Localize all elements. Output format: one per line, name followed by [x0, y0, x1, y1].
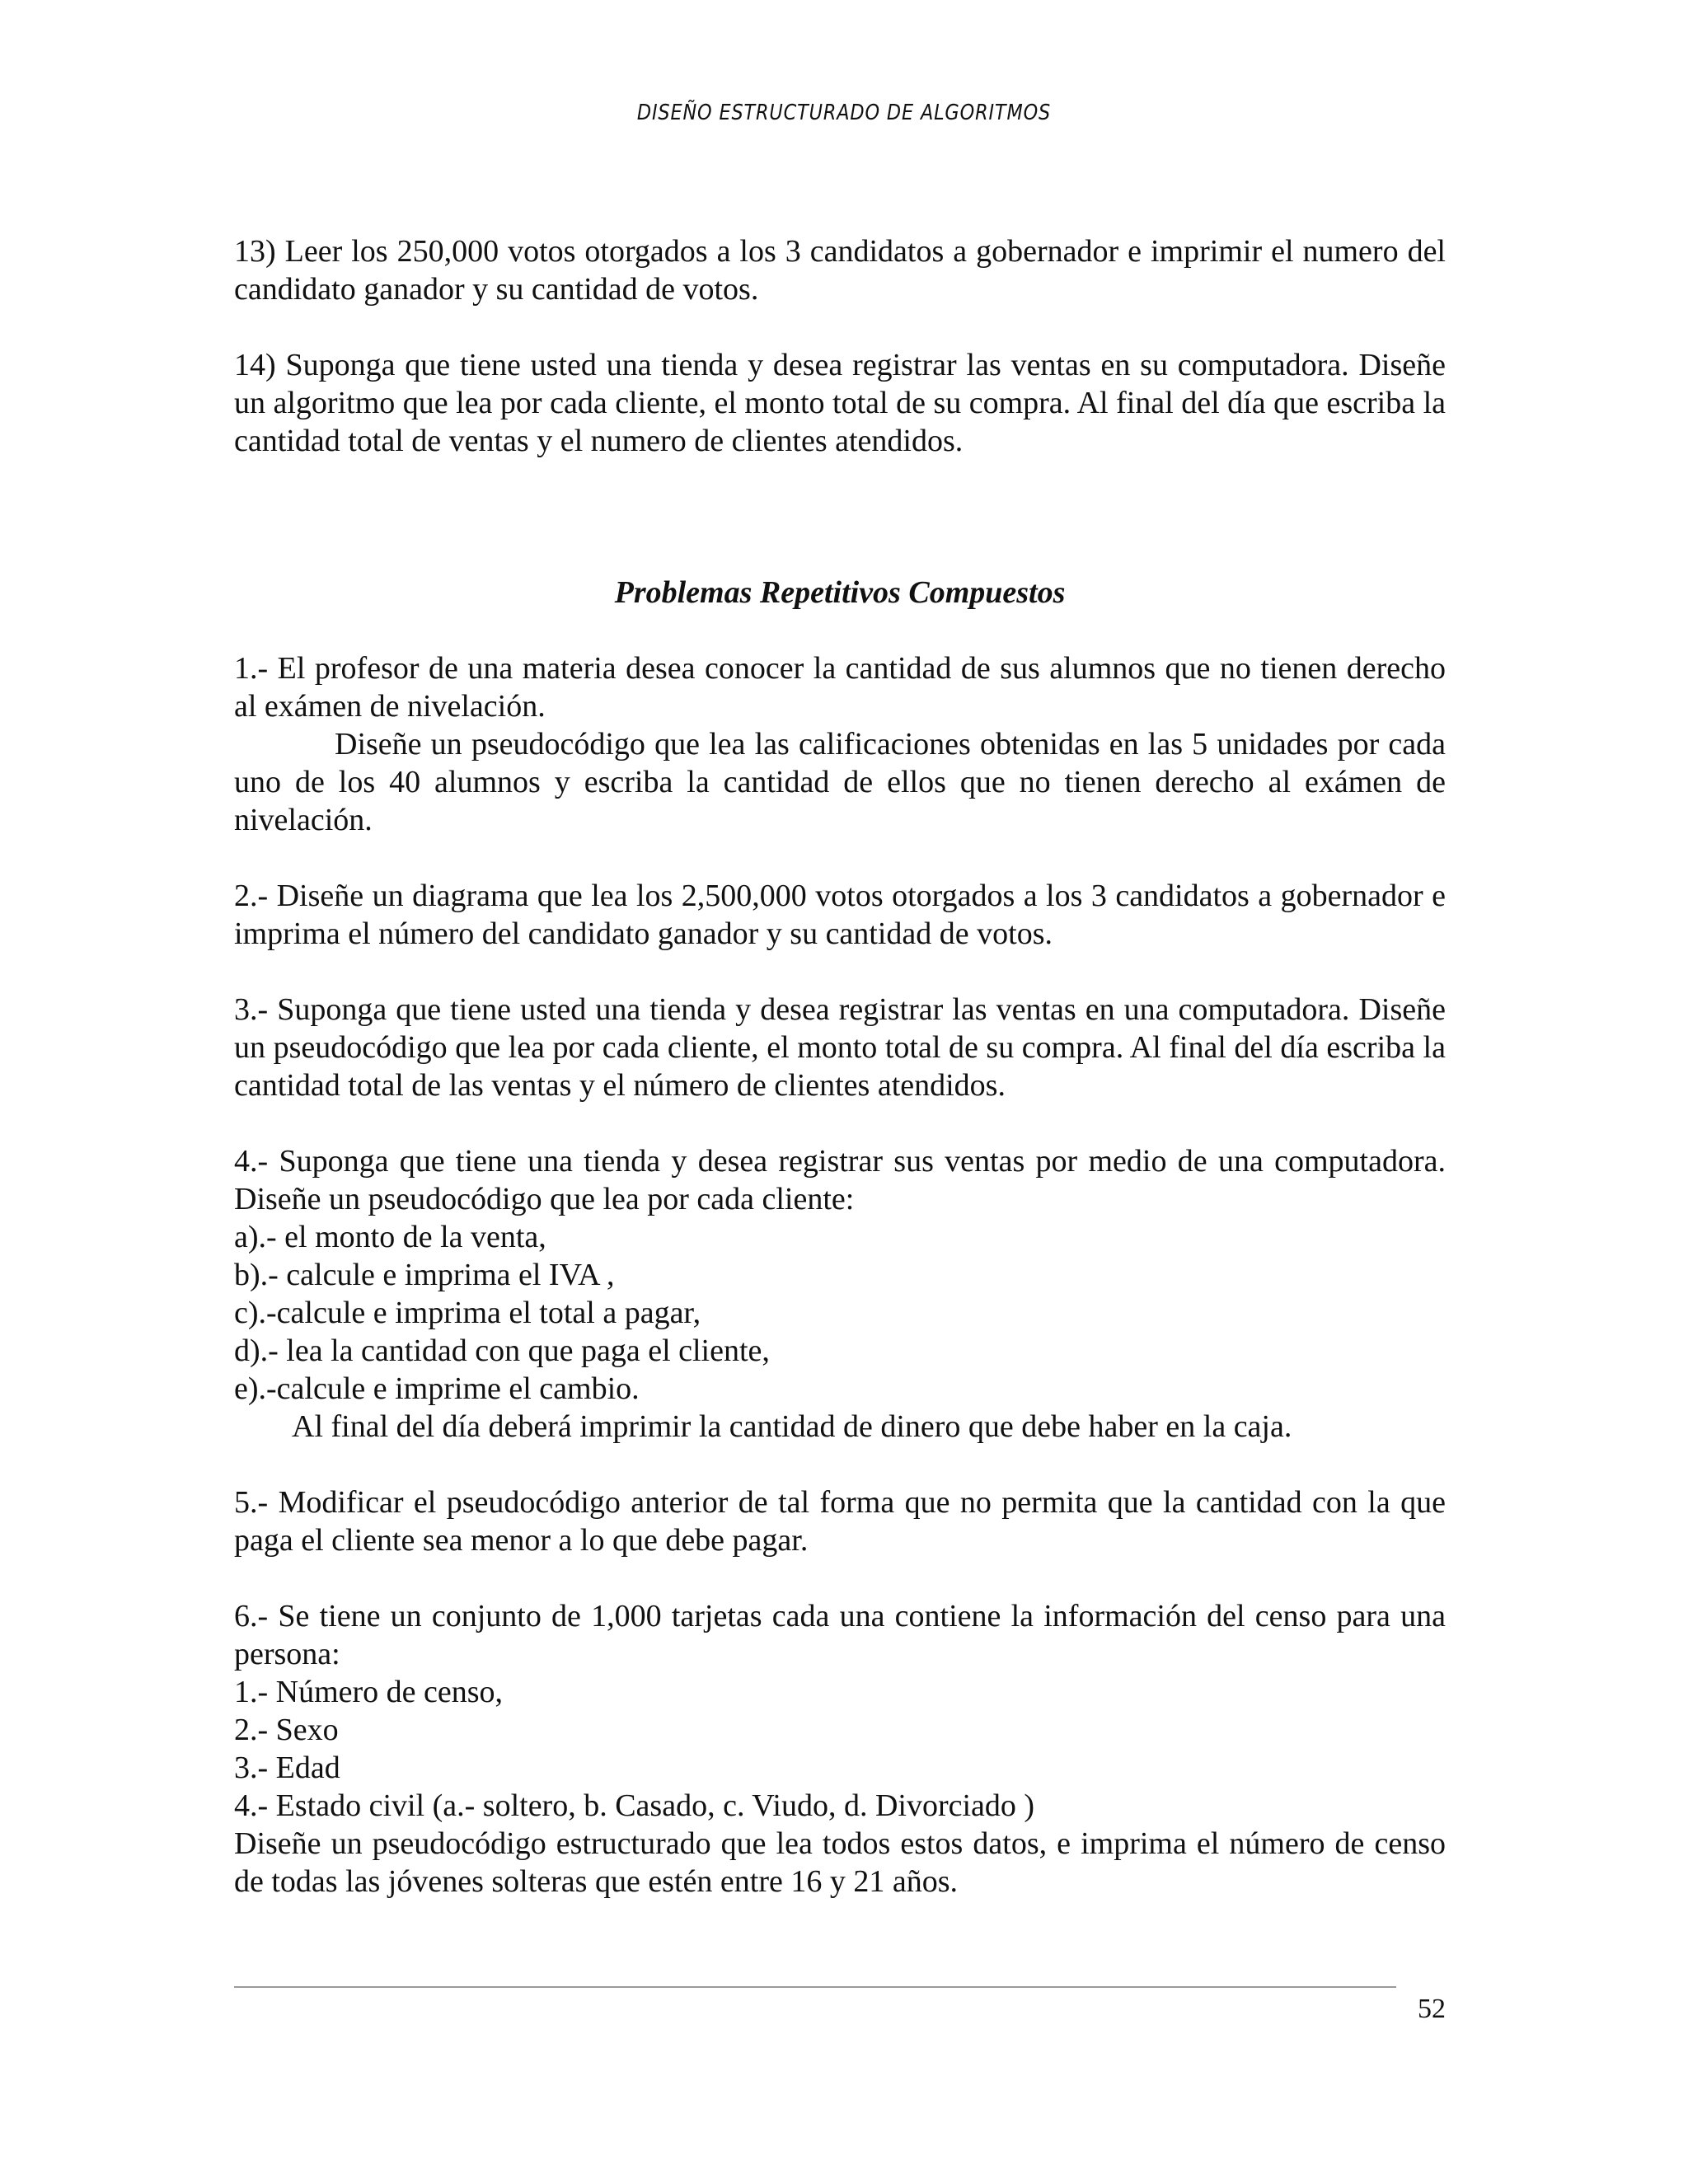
- problem-6-item-3: 3.- Edad: [234, 1750, 340, 1785]
- paragraph-spacer: [234, 839, 1446, 877]
- problem-4-item-a: a).- el monto de la venta,: [234, 1220, 546, 1254]
- paragraph-spacer: [234, 1446, 1446, 1483]
- problem-1-intro: 1.- El profesor de una materia desea conocer la cantidad de sus alumnos que no tienen derecho al exámen de nivelación.: [234, 651, 1446, 724]
- problem-6-item-4: 4.- Estado civil (a.- soltero, b. Casado, c. Viudo, d. Divorciado ): [234, 1788, 1035, 1823]
- paragraph-spacer: [234, 1559, 1446, 1597]
- problem-4-item-c: c).-calcule e imprima el total a pagar,: [234, 1296, 701, 1330]
- problem-1-detail: Diseñe un pseudocódigo que lea las calificaciones obtenidas en las 5 unidades por cada uno de los 40 alumnos y escriba la cantidad de ellos que no tienen derecho al exámen de nivelación.: [234, 727, 1446, 837]
- running-header: DISEÑO ESTRUCTURADO DE ALGORITMOS: [636, 101, 1052, 125]
- exercise-14: 14) Suponga que tiene usted una tienda y desea registrar las ventas en su computadora. Diseñe un algoritmo que lea por cada cliente, el monto total de su compra. Al final del día que escriba la cantidad total de ventas y el numero de clientes atendidos.: [234, 348, 1446, 458]
- problem-6-item-2: 2.- Sexo: [234, 1713, 339, 1747]
- page-number: 52: [1418, 1994, 1446, 2024]
- section-heading: Problemas Repetitivos Compuestos: [614, 575, 1066, 610]
- paragraph-spacer: [234, 953, 1446, 991]
- page-content: [234, 232, 1446, 1900]
- problem-4-intro: 4.- Suponga que tiene una tienda y desea registrar sus ventas por medio de una computadora. Diseñe un pseudocódigo que lea por cada cliente:: [234, 1144, 1446, 1216]
- problem-2: 2.- Diseñe un diagrama que lea los 2,500,000 votos otorgados a los 3 candidatos a gobernador e imprima el número del candidato ganador y su cantidad de votos.: [234, 879, 1446, 951]
- problem-5: 5.- Modificar el pseudocódigo anterior de tal forma que no permita que la cantidad con la que paga el cliente sea menor a lo que debe pagar.: [234, 1485, 1446, 1558]
- paragraph-spacer: [234, 612, 1446, 649]
- paragraph-spacer: [234, 1104, 1446, 1142]
- problem-6-intro: 6.- Se tiene un conjunto de 1,000 tarjetas cada una contiene la información del censo para una persona:: [234, 1599, 1446, 1671]
- problem-6-closing: Diseñe un pseudocódigo estructurado que lea todos estos datos, e imprima el número de censo de todas las jóvenes solteras que estén entre 16 y 21 años.: [234, 1826, 1446, 1899]
- exercise-13: 13) Leer los 250,000 votos otorgados a los 3 candidatos a gobernador e imprimir el numero del candidato ganador y su cantidad de votos.: [234, 234, 1446, 307]
- problem-6-item-1: 1.- Número de censo,: [234, 1675, 504, 1709]
- footer-divider: [234, 1986, 1396, 1988]
- section-spacer: [234, 460, 1446, 574]
- problem-4-item-b: b).- calcule e imprima el IVA ,: [234, 1258, 615, 1292]
- paragraph-spacer: [234, 308, 1446, 346]
- problem-4-item-e: e).-calcule e imprime el cambio.: [234, 1371, 640, 1406]
- problem-4-item-d: d).- lea la cantidad con que paga el cliente,: [234, 1333, 770, 1368]
- problem-3: 3.- Suponga que tiene usted una tienda y desea registrar las ventas en una computadora. Diseñe un pseudocódigo que lea por cada cliente, el monto total de su compra. Al final del día escriba la cantidad total de las ventas y el número de clientes atendidos.: [234, 992, 1446, 1103]
- problem-4-closing: Al final del día deberá imprimir la cantidad de dinero que debe haber en la caja.: [292, 1409, 1292, 1444]
